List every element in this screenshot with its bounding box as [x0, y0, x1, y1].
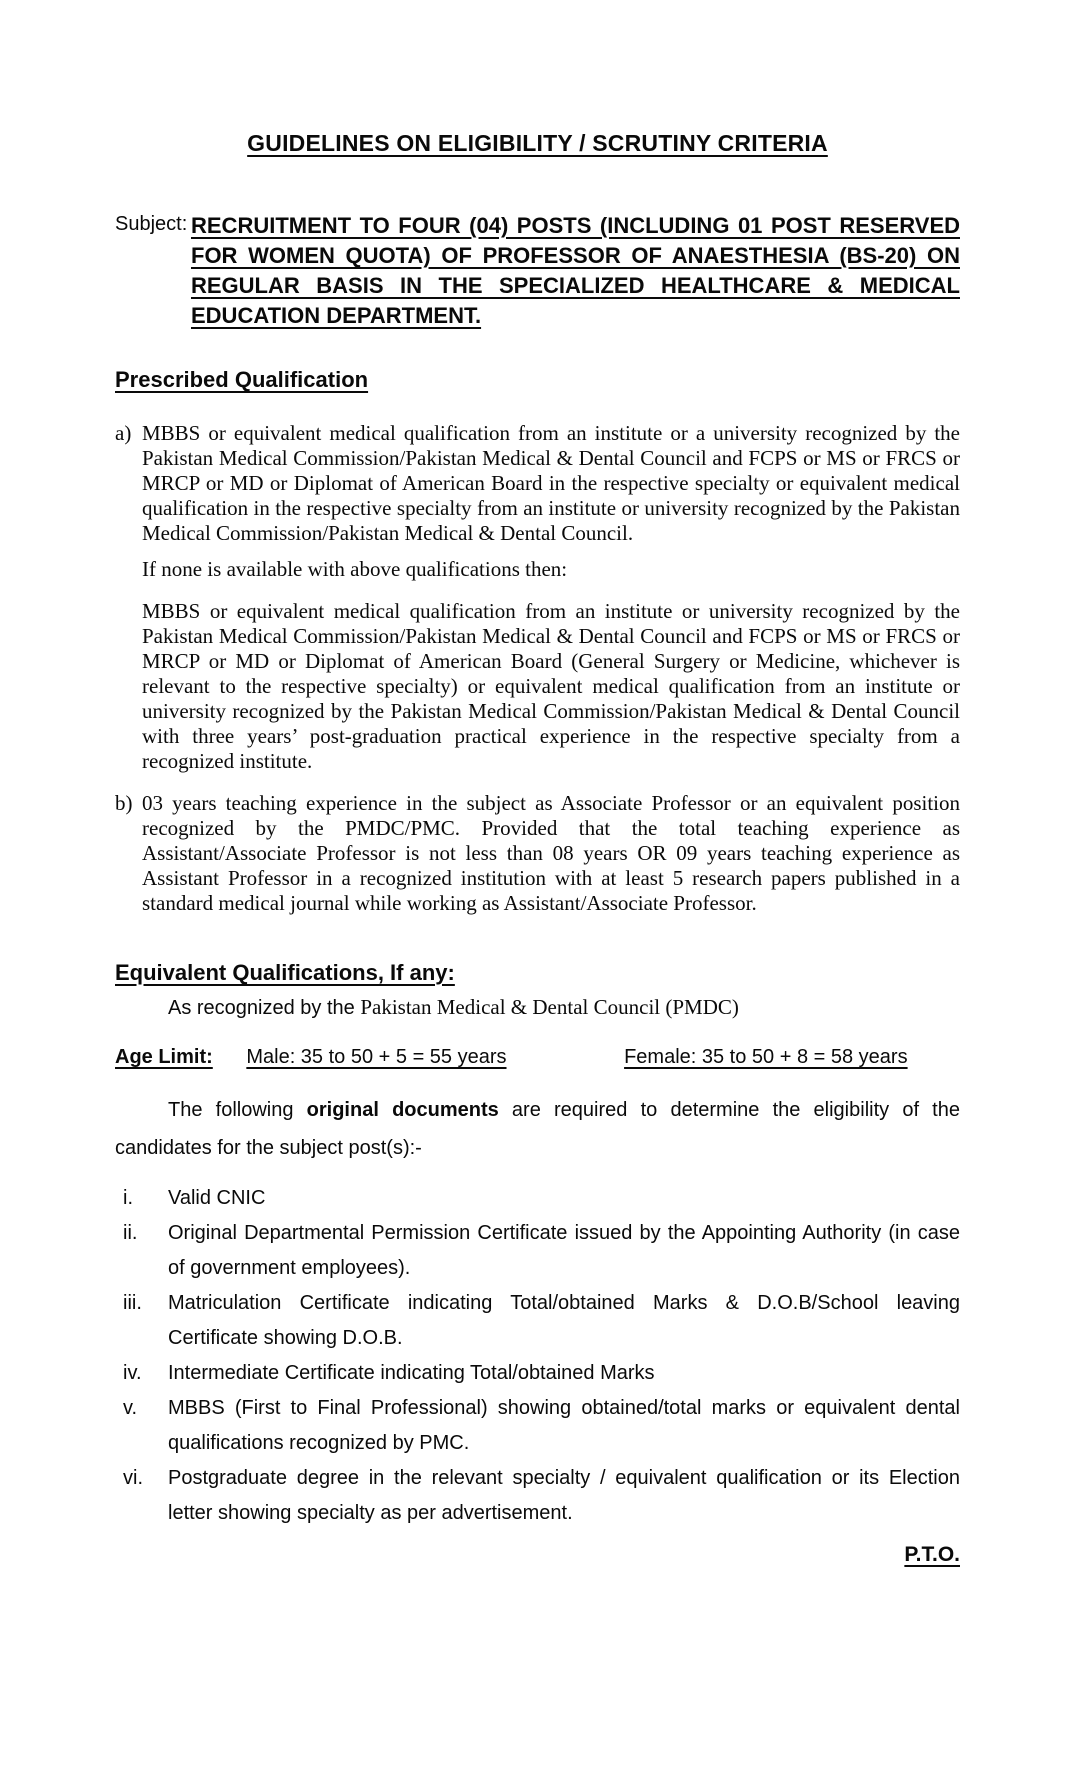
list-item [115, 1216, 960, 1286]
list-item-number: vi. [123, 1467, 143, 1489]
subject-block [115, 211, 960, 331]
qualification-fallback-note: If none is available with above qualifications then: [142, 557, 568, 581]
item-b-text: 03 years teaching experience in the subject as Associate Professor or an equivalent position recognized by the PMDC/PMC. Provided that the total teaching experience as Assistant/Associate Professor is not less than 08 years OR 09 years teaching experience as Assistant Professor in a recognized institution with at least 5 research papers published in a standard medical journal while working as Assistant/Associate Professor. [142, 791, 960, 915]
subject-label: Subject: [115, 213, 188, 235]
equivalent-qualifications-text [168, 994, 960, 1021]
pto-label: P.T.O. [904, 1543, 960, 1566]
page-title: GUIDELINES ON ELIGIBILITY / SCRUTINY CRITERIA [247, 130, 828, 156]
heading-equivalent-qualifications: Equivalent Qualifications, If any: [115, 960, 455, 985]
list-item [115, 1356, 960, 1391]
item-b-marker: b) [115, 791, 133, 815]
documents-intro-post: are required to determine the eligibility of the candidates for the subject post(s):- [115, 1099, 960, 1159]
qualification-alternative-text: MBBS or equivalent medical qualification from an institute or university recognized by the Pakistan Medical Commission/Pakistan Medical & Dental Council and FCPS or MS or FRCS or MRCP or MD or Diplomat of American Board (General Surgery or Medicine, whichever is relevant to the respective specialty) or equivalent medical qualification from an institute or university recognized by the Pakistan Medical Commission/Pakistan Medical & Dental Council with three years’ post-graduation practical experience in the respective specialty from a recognized institute. [142, 599, 960, 773]
item-a-text: MBBS or equivalent medical qualification from an institute or a university recognized by the Pakistan Medical Commission/Pakistan Medical & Dental Council and FCPS or MS or FRCS or MRCP or MD or Diplomat of American Board in the respective specialty or equivalent medical qualification in the respective specialty from an institute or university recognized by the Pakistan Medical Commission/Pakistan Medical & Dental Council. [142, 421, 960, 545]
age-limit-label: Age Limit: [115, 1046, 213, 1068]
list-item-text: Postgraduate degree in the relevant specialty / equivalent qualification or its Election letter showing specialty as per advertisement. [168, 1467, 960, 1524]
list-item [115, 1391, 960, 1461]
qualification-item-b [115, 791, 960, 916]
list-item-text: Original Departmental Permission Certificate issued by the Appointing Authority (in case of government employees). [168, 1222, 960, 1279]
list-item-text: Matriculation Certificate indicating Total/obtained Marks & D.O.B/School leaving Certificate showing D.O.B. [168, 1292, 960, 1349]
documents-intro-pre: The following [168, 1099, 307, 1121]
subject-text: RECRUITMENT TO FOUR (04) POSTS (INCLUDING 01 POST RESERVED FOR WOMEN QUOTA) OF PROFESSOR OF ANAESTHESIA (BS-20) ON REGULAR BASIS IN THE SPECIALIZED HEALTHCARE & MEDICAL EDUCATION DEPARTMENT. [191, 213, 960, 328]
equivalent-text-council: Pakistan Medical & Dental Council (PMDC) [360, 995, 739, 1019]
age-limit-row [115, 1046, 960, 1069]
document-content [115, 0, 960, 1567]
documents-intro-bold: original documents [306, 1099, 499, 1121]
qualification-item-a [115, 421, 960, 546]
item-a-marker: a) [115, 421, 132, 445]
list-item-number: i. [123, 1187, 133, 1209]
list-item [115, 1181, 960, 1216]
list-item-number: iii. [123, 1292, 142, 1314]
list-item-number: v. [123, 1397, 138, 1419]
age-limit-female: Female: 35 to 50 + 8 = 58 years [624, 1046, 908, 1068]
heading-prescribed-qualification: Prescribed Qualification [115, 367, 369, 392]
equivalent-text-prefix: As recognized by the [168, 997, 361, 1019]
list-item-number: ii. [123, 1222, 138, 1244]
list-item [115, 1286, 960, 1356]
list-item-number: iv. [123, 1362, 142, 1384]
list-item-text: Valid CNIC [168, 1187, 266, 1209]
list-item-text: MBBS (First to Final Professional) showing obtained/total marks or equivalent dental qualifications recognized by PMC. [168, 1397, 960, 1454]
list-item [115, 1461, 960, 1531]
age-limit-male: Male: 35 to 50 + 5 = 55 years [246, 1046, 507, 1068]
required-documents-list [115, 1181, 960, 1531]
list-item-text: Intermediate Certificate indicating Total/obtained Marks [168, 1362, 655, 1384]
documents-intro [115, 1091, 960, 1167]
